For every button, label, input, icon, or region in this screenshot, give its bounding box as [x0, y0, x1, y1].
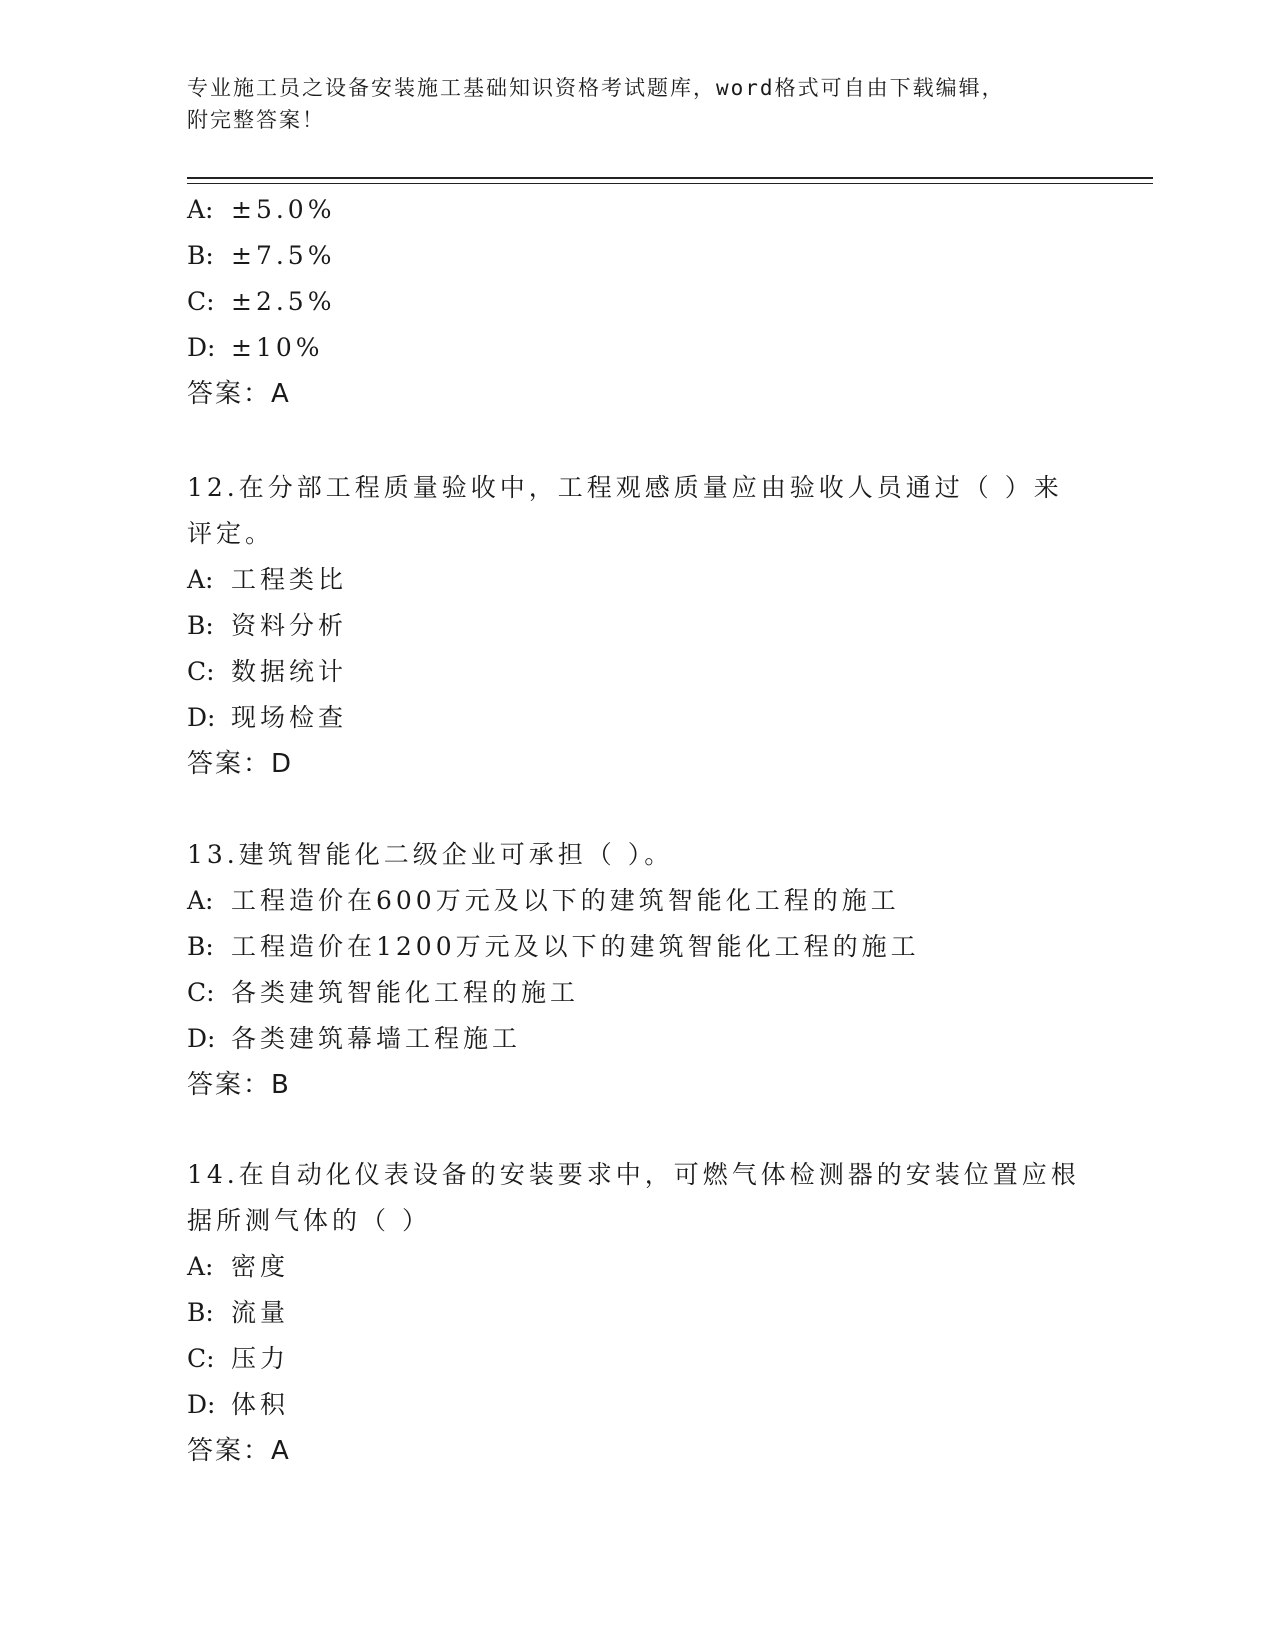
option-text: ±5.0% — [231, 195, 336, 224]
option-b — [187, 603, 1087, 649]
answer: 答案：A — [187, 1436, 291, 1466]
header-line-2: 附完整答案！ — [187, 108, 325, 132]
option-a — [187, 878, 1087, 924]
option-c — [187, 970, 1087, 1016]
option-letter: D: — [187, 703, 216, 732]
option-text: 压力 — [231, 1344, 290, 1373]
option-letter: A: — [187, 1252, 214, 1281]
document-header — [187, 72, 1067, 136]
header-divider-thin — [187, 183, 1153, 184]
option-text: 流量 — [231, 1298, 290, 1327]
question-14 — [187, 1152, 1087, 1474]
option-letter: A: — [187, 565, 214, 594]
option-b — [187, 924, 1087, 970]
option-text: ±2.5% — [231, 287, 336, 316]
option-text: 工程造价在600万元及以下的建筑智能化工程的施工 — [231, 886, 900, 915]
header-divider-thick — [187, 177, 1153, 179]
option-letter: C: — [187, 287, 215, 316]
option-letter: D: — [187, 333, 216, 362]
option-d — [187, 1016, 1087, 1062]
option-letter: A: — [187, 195, 214, 224]
option-letter: D: — [187, 1390, 216, 1419]
header-line-1: 专业施工员之设备安装施工基础知识资格考试题库，word格式可自由下载编辑， — [187, 76, 1005, 100]
option-letter: B: — [187, 241, 214, 270]
option-d — [187, 1382, 1087, 1428]
option-c — [187, 649, 1087, 695]
option-text: 工程类比 — [231, 565, 348, 594]
option-text: 体积 — [231, 1390, 290, 1419]
answer: 答案：B — [187, 1070, 291, 1100]
option-a — [187, 1244, 1087, 1290]
answer: 答案：A — [187, 379, 291, 409]
option-letter: A: — [187, 886, 214, 915]
option-text: 资料分析 — [231, 611, 348, 640]
option-c — [187, 279, 1087, 325]
option-letter: B: — [187, 1298, 214, 1327]
option-letter: C: — [187, 657, 215, 686]
option-text: 数据统计 — [231, 657, 348, 686]
question-stem: 14.在自动化仪表设备的安装要求中，可燃气体检测器的安装位置应根 — [187, 1160, 1080, 1189]
question-stem: 13.建筑智能化二级企业可承担（ ）。 — [187, 840, 674, 869]
option-d — [187, 325, 1087, 371]
option-text: ±10% — [231, 333, 324, 362]
question-stem: 12.在分部工程质量验收中，工程观感质量应由验收人员通过（ ）来 — [187, 473, 1063, 502]
option-text: 密度 — [231, 1252, 290, 1281]
option-letter: B: — [187, 611, 214, 640]
option-a — [187, 557, 1087, 603]
option-letter: C: — [187, 978, 215, 1007]
option-letter: C: — [187, 1344, 215, 1373]
option-c — [187, 1336, 1087, 1382]
question-11 — [187, 187, 1087, 417]
option-text: ±7.5% — [231, 241, 336, 270]
option-letter: B: — [187, 932, 214, 961]
option-letter: D: — [187, 1024, 216, 1053]
question-12 — [187, 465, 1087, 787]
option-b — [187, 1290, 1087, 1336]
option-text: 现场检查 — [231, 703, 348, 732]
option-text: 各类建筑幕墙工程施工 — [231, 1024, 522, 1053]
option-a — [187, 187, 1087, 233]
option-b — [187, 233, 1087, 279]
answer: 答案：D — [187, 749, 294, 779]
question-stem-continued: 评定。 — [187, 519, 275, 548]
option-text: 各类建筑智能化工程的施工 — [231, 978, 580, 1007]
option-d — [187, 695, 1087, 741]
option-text: 工程造价在1200万元及以下的建筑智能化工程的施工 — [231, 932, 920, 961]
question-stem-continued: 据所测气体的（ ） — [187, 1206, 431, 1235]
question-13 — [187, 832, 1087, 1108]
